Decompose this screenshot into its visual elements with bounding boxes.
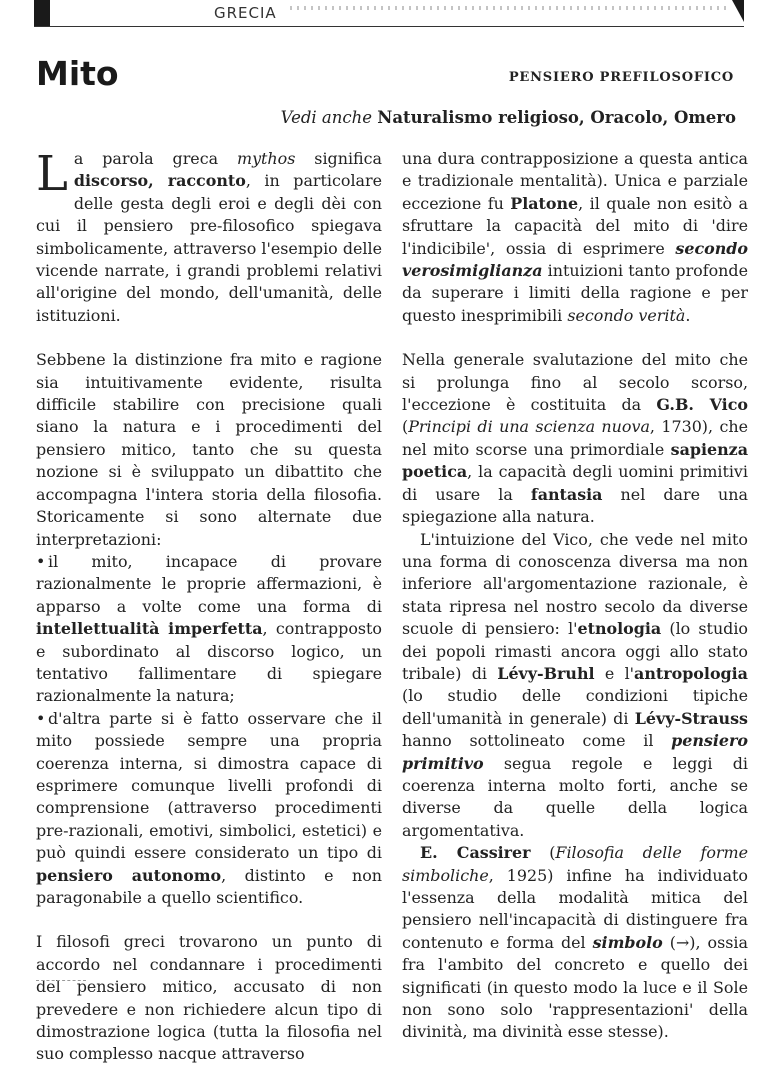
text-run: nel dare una spiegazione alla natura. bbox=[402, 484, 748, 527]
left-column bbox=[36, 148, 382, 1088]
see-also-lead: Vedi anche bbox=[280, 108, 378, 127]
text-run: , contrapposto e subordinato al discorso logico, un tentativo fallimentare di spiegare razionalmente la natura; bbox=[36, 619, 382, 706]
corner-tab-mark bbox=[732, 0, 744, 22]
text-run: , 1925) infine ha individuato l'essenza della modalità mitica del pensiero nell'incapacità di distinguere fra contenuto e forma del bbox=[402, 865, 748, 952]
bullet-glyph: • bbox=[36, 551, 46, 571]
text-run-bold-italic: simbolo bbox=[592, 932, 663, 952]
text-run: (→), ossia fra l'ambito del concreto e quello dei significati (in questo modo la luce e il Sole non sono solo 'rappresentazioni' della divinità, ma divinità esse stesse). bbox=[402, 932, 748, 1042]
text-run-bold: antropologia bbox=[634, 663, 748, 683]
text-run: significa bbox=[295, 149, 382, 168]
text-run: hanno sottolineato come il bbox=[402, 731, 672, 751]
text-run: , la capacità degli uomini primitivi di usare la bbox=[402, 462, 748, 504]
bullet-item-2 bbox=[36, 708, 382, 910]
text-run-bold: E. Cassirer bbox=[420, 843, 531, 863]
text-run: ( bbox=[402, 417, 409, 437]
footer-dashed-mark bbox=[36, 980, 86, 981]
text-run-italic: secondo verità bbox=[567, 305, 686, 325]
paragraph-greek-philosophers: I filosofi greci trovarono un punto di accordo nel condannare i procedimenti del pensiero mitico, accusato di non prevedere e non richiedere alcun tipo di dimostrazione logica (tutta la filosofia nel suo complesso nacque attraverso bbox=[36, 932, 382, 1064]
paragraph-platone bbox=[402, 148, 748, 327]
header-dotted-ornament bbox=[290, 6, 730, 10]
text-run: . bbox=[685, 305, 691, 325]
entry-category: PENSIERO PREFILOSOFICO bbox=[508, 70, 734, 85]
text-run: d'altra parte si è fatto osservare che il mito possiede sempre una propria coerenza interna, si dimostra capace di esprimere comunque livelli profondi di comprensione (attraverso procedimenti pre-razionali, emotivi, simbolici, estetici) e può quindi essere considerato un tipo di bbox=[36, 708, 382, 863]
see-also-refs: Naturalismo religioso, Oracolo, Omero bbox=[377, 108, 736, 127]
text-run-bold-italic: secondo verosimiglianza bbox=[402, 238, 748, 281]
text-run-bold: fantasia bbox=[530, 484, 603, 504]
entry-title: Mito bbox=[36, 54, 119, 93]
corner-thumb-mark bbox=[34, 0, 50, 26]
text-run: , distinto e non paragonabile a quello scientifico. bbox=[36, 865, 382, 907]
text-run-italic: Principi di una scienza nuova bbox=[408, 417, 650, 437]
text-run: , in particolare delle gesta degli eroi e degli dèi con cui il pensiero pre-filosofico spiegava simbolicamente, attraverso l'esempio delle vicende narrate, i grandi problemi relativi all'origine del mondo, dell'umanità, delle istituzioni. bbox=[36, 171, 382, 325]
text-run-bold: Platone bbox=[510, 193, 579, 213]
text-run-italic: Filosofia delle forme simboliche bbox=[402, 843, 748, 885]
text-run-bold: etnologia bbox=[577, 619, 662, 639]
see-also-line bbox=[281, 108, 736, 127]
text-run: (lo studio dei popoli rimasti ancora oggi allo stato tribale) di bbox=[402, 619, 748, 683]
text-run: intuizioni tanto profonde da superare i limiti della ragione e per questo inesprimibili bbox=[402, 261, 748, 325]
text-run: (lo studio delle condizioni tipiche dell'umanità in generale) di bbox=[402, 686, 748, 728]
text-run-bold: pensiero autonomo bbox=[36, 865, 222, 885]
paragraph-interpretations: Sebbene la distinzione fra mito e ragione sia intuitivamente evidente, risulta difficile stabilire con precisione quali siano la natura e i procedimenti del pensiero mitico, tanto che su questa nozione si è sviluppato un dibattito che accompagna l'intera storia della filosofia. Storicamente si sono alternate due interpretazioni: bbox=[36, 350, 382, 549]
text-run-bold: G.B. Vico bbox=[656, 395, 748, 415]
paragraph-vico-legacy bbox=[402, 529, 748, 843]
text-run-bold: Lévy-Bruhl bbox=[497, 663, 595, 683]
right-column bbox=[402, 148, 748, 1044]
text-run: una dura contrapposizione a questa antica e tradizionale mentalità). Unica e parziale eccezione fu bbox=[402, 149, 748, 213]
text-run-bold: intellettualità imperfetta bbox=[36, 619, 263, 639]
header-rule bbox=[34, 26, 744, 27]
paragraph-intro bbox=[36, 148, 382, 327]
text-run-italic: mythos bbox=[237, 149, 296, 168]
text-run-bold: sapienza poetica bbox=[402, 439, 748, 482]
drop-cap: L bbox=[36, 146, 68, 202]
text-run: , il quale non esitò a sfruttare la capacità del mito di 'dire l'indicibile', ossia di esprimere bbox=[402, 193, 748, 258]
paragraph-cassirer bbox=[402, 842, 748, 1044]
text-run-bold: Lévy-Strauss bbox=[634, 708, 748, 728]
text-run: segua regole e leggi di coerenza interna molto forti, anche se diverse da quelle della logica argomentativa. bbox=[402, 753, 748, 840]
text-run: a parola greca bbox=[73, 149, 237, 168]
bullet-item-1 bbox=[36, 551, 382, 708]
text-run: , 1730), che nel mito scorse una primordiale bbox=[402, 417, 748, 459]
running-head: GRECIA bbox=[214, 4, 277, 22]
text-run-bold-italic: pensiero primitivo bbox=[402, 731, 748, 773]
paragraph-vico bbox=[402, 349, 748, 528]
text-run: e l' bbox=[594, 663, 635, 683]
text-run: ( bbox=[530, 843, 556, 863]
text-run: il mito, incapace di provare razionalmente le proprie affermazioni, è apparso a volte come una forma di bbox=[36, 551, 382, 616]
text-run: L'intuizione del Vico, che vede nel mito una forma di conoscenza diversa ma non inferiore all'argomentazione razionale, è stata ripresa nel nostro secolo da diverse scuole di pensiero: l' bbox=[402, 529, 748, 639]
text-run: Nella generale svalutazione del mito che si prolunga fino al secolo scorso, l'eccezione è costituita da bbox=[402, 350, 748, 415]
bullet-glyph: • bbox=[36, 708, 46, 728]
text-run-bold: discorso, racconto bbox=[73, 171, 246, 191]
